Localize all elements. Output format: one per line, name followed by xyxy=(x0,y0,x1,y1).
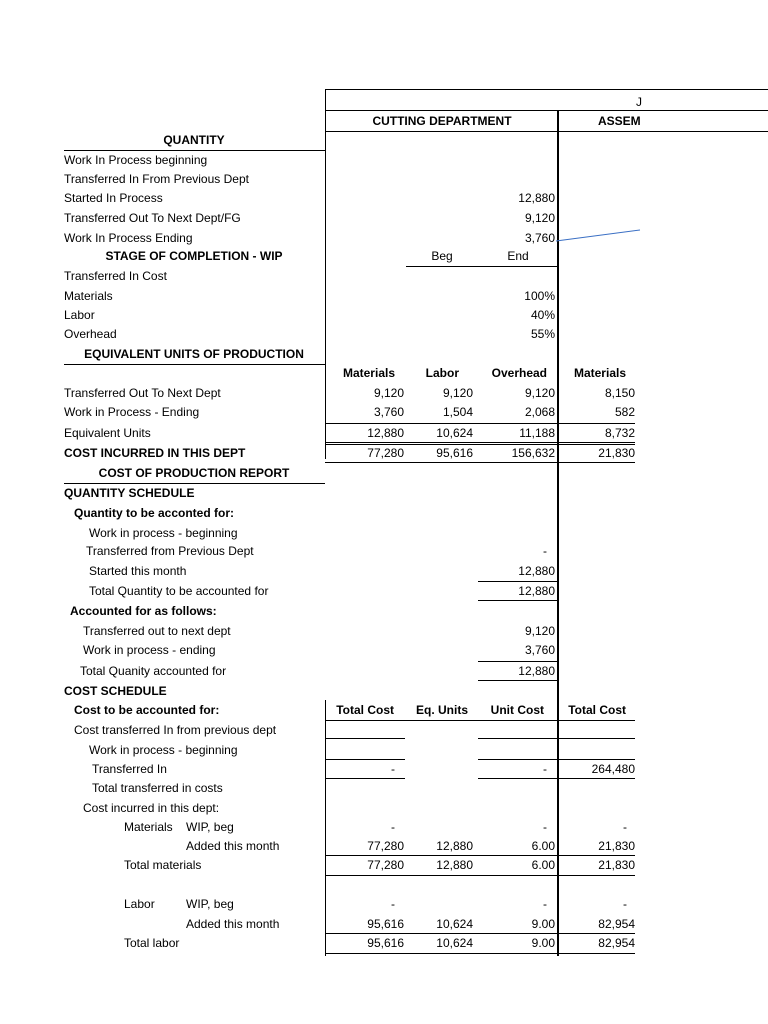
eup-header-labor: Labor xyxy=(425,366,459,380)
cs-mat-added-total: 77,280 xyxy=(367,839,404,853)
cs-header-total-cost-asm: Total Cost xyxy=(568,703,626,717)
eup-wip-end-lab: 1,504 xyxy=(442,405,473,419)
cs-mat-total-total: 77,280 xyxy=(367,858,404,872)
cs-lab-total-unit: 9.00 xyxy=(531,936,555,950)
eup-tfr-out-mat: 9,120 xyxy=(373,386,404,400)
cs-lab-added-unit: 9.00 xyxy=(531,917,555,931)
quantity-title: QUANTITY xyxy=(163,133,225,147)
cs-total-labor: Total labor xyxy=(124,936,180,950)
cs-lab-added-eq: 10,624 xyxy=(436,917,473,931)
eup-equiv-lab: 10,624 xyxy=(436,426,473,440)
cs-lab-total-asm: 82,954 xyxy=(598,936,635,950)
cost-schedule-title: COST SCHEDULE xyxy=(64,684,167,698)
qty-row-tfr-in: Transferred In From Previous Dept xyxy=(64,172,249,186)
eup-tfr-out-oh: 9,120 xyxy=(524,386,555,400)
stage-end-header: End xyxy=(507,249,529,263)
eup-underline xyxy=(64,364,325,365)
cs-tfr-in-unit: - xyxy=(543,762,547,776)
cost-incurred-underline xyxy=(325,462,635,463)
cs-lab-line-top xyxy=(325,933,635,934)
stage-materials-end: 100% xyxy=(524,289,555,303)
cs-total-materials: Total materials xyxy=(124,858,202,872)
stage-overhead-end: 55% xyxy=(530,327,555,341)
cs-lab-wip-total: - xyxy=(391,897,395,911)
cs-tfr-in-total: - xyxy=(391,762,395,776)
cs-lab-added-asm: 82,954 xyxy=(598,917,635,931)
stage-row-overhead: Overhead xyxy=(64,327,117,341)
cs-mat-wip-beg-label: WIP, beg xyxy=(186,820,234,834)
eup-equiv-oh: 11,188 xyxy=(519,426,555,440)
stage-labor-end: 40% xyxy=(530,308,555,322)
qs-total-line-top xyxy=(478,581,557,582)
stage-beg-header: Beg xyxy=(431,249,453,263)
eup-row-wip-end: Work in Process - Ending xyxy=(64,405,200,419)
cs-mat-added-unit: 6.00 xyxy=(531,839,555,853)
eup-header-overhead: Overhead xyxy=(491,366,547,380)
eup-row-equiv: Equivalent Units xyxy=(64,426,151,440)
eup-sum-line-top xyxy=(325,423,635,424)
qs-tfr-out-value: 9,120 xyxy=(524,624,555,638)
cs-ti-from: Cost transferred In from previous dept xyxy=(74,723,277,737)
eup-row-tfr-out: Transferred Out To Next Dept xyxy=(64,386,221,400)
cs-header-underline xyxy=(325,720,635,721)
cost-incurred-oh: 156,632 xyxy=(511,446,555,460)
dept-separator xyxy=(557,110,559,956)
eup-wip-end-oh: 2,068 xyxy=(524,405,555,419)
eup-sum-line-bottom-2 xyxy=(325,444,635,445)
cs-lab-total-total: 95,616 xyxy=(367,936,404,950)
header-bottom-border xyxy=(325,131,768,132)
quantity-underline xyxy=(64,150,325,151)
qs-tfr-prev: Transferred from Previous Dept xyxy=(86,544,254,558)
cs-tfr-in-asm: 264,480 xyxy=(591,762,635,776)
qs-tfr-out: Transferred out to next dept xyxy=(83,624,231,638)
cs-total-tfr: Total transferred in costs xyxy=(92,781,223,795)
qty-row-wip-end: Work In Process Ending xyxy=(64,231,193,245)
cs-mat-wip-unit: - xyxy=(543,820,547,834)
stage-row-materials: Materials xyxy=(64,289,113,303)
cs-header-total-cost: Total Cost xyxy=(336,703,394,717)
left-border-top xyxy=(325,89,326,459)
cs-wip-line-b xyxy=(478,759,635,760)
eup-equiv-mat: 12,880 xyxy=(367,426,404,440)
cost-incurred-lab: 95,616 xyxy=(436,446,473,460)
report-title: COST OF PRODUCTION REPORT xyxy=(98,466,290,480)
qty-wip-end-value: 3,760 xyxy=(524,231,555,245)
cs-mat-total-unit: 6.00 xyxy=(531,858,555,872)
cs-mat-line-top xyxy=(325,855,635,856)
cs-ti-line-a xyxy=(325,738,405,739)
cs-mat-added-asm: 21,830 xyxy=(598,839,635,853)
cost-incurred-label: COST INCURRED IN THIS DEPT xyxy=(64,446,246,460)
qs-total-q: Total Quantity to be accounted for xyxy=(89,584,269,598)
stage-title: STAGE OF COMPLETION - WIP xyxy=(105,249,283,263)
qs-total-q-value: 12,880 xyxy=(518,584,555,598)
cs-lab-wip-asm: - xyxy=(623,897,627,911)
cs-lab-added-total: 95,616 xyxy=(367,917,404,931)
qs-tfr-prev-value: - xyxy=(543,544,547,558)
qs-started-value: 12,880 xyxy=(518,564,555,578)
cs-wip-beg: Work in process - beginning xyxy=(89,743,238,757)
cost-incurred-asm: 21,830 xyxy=(598,446,635,460)
cs-lab-total-eq: 10,624 xyxy=(436,936,473,950)
qs-wip-beg: Work in process - beginning xyxy=(89,526,238,540)
cs-lab-added-label: Added this month xyxy=(186,917,280,931)
qty-row-started: Started In Process xyxy=(64,191,163,205)
qs-acc-line-top xyxy=(478,661,557,662)
cs-mat-total-eq: 12,880 xyxy=(436,858,473,872)
assembly-dept-title: ASSEM xyxy=(598,114,641,128)
cs-materials-label: Materials xyxy=(124,820,173,834)
eup-equiv-asm: 8,732 xyxy=(604,426,635,440)
qs-started: Started this month xyxy=(89,564,187,578)
qs-acc-line-bottom xyxy=(478,680,557,681)
cs-ti-line-b xyxy=(478,738,635,739)
eup-sum-line-bottom xyxy=(325,442,635,443)
qty-row-tfr-out: Transferred Out To Next Dept/FG xyxy=(64,211,241,225)
cutting-dept-title: CUTTING DEPARTMENT xyxy=(372,114,512,128)
qs-wip-end-value: 3,760 xyxy=(524,643,555,657)
stage-row-transferred: Transferred In Cost xyxy=(64,269,167,283)
cs-lab-line-bottom xyxy=(325,953,635,954)
qty-tfr-out-value: 9,120 xyxy=(524,211,555,225)
cs-mat-total-asm: 21,830 xyxy=(598,858,635,872)
header-top-border xyxy=(325,89,768,90)
qs-total-acc-value: 12,880 xyxy=(518,664,555,678)
qty-row-wip-beg: Work In Process beginning xyxy=(64,153,208,167)
eup-header-materials: Materials xyxy=(342,366,395,380)
eup-title: EQUIVALENT UNITS OF PRODUCTION xyxy=(84,347,304,361)
quantity-schedule-title: QUANTITY SCHEDULE xyxy=(64,486,195,500)
cs-header-unit-cost: Unit Cost xyxy=(490,703,544,717)
stage-underline xyxy=(406,266,557,267)
qs-total-acc: Total Quanity accounted for xyxy=(80,664,227,678)
qs-total-line-bottom xyxy=(478,600,557,601)
eup-wip-end-mat: 3,760 xyxy=(373,405,404,419)
report-underline xyxy=(64,483,325,484)
cs-tfr-in: Transferred In xyxy=(92,762,167,776)
cs-labor-label: Labor xyxy=(124,897,155,911)
cs-mat-wip-total: - xyxy=(391,820,395,834)
cs-lab-wip-beg-label: WIP, beg xyxy=(186,897,234,911)
eup-wip-end-asm: 582 xyxy=(614,405,635,419)
cs-incurred: Cost incurred in this dept: xyxy=(83,801,220,815)
eup-tfr-out-lab: 9,120 xyxy=(442,386,473,400)
header-mid-border xyxy=(325,110,768,111)
cs-lab-wip-unit: - xyxy=(543,897,547,911)
qs-wip-end: Work in process - ending xyxy=(83,643,216,657)
cs-tfr-line-a xyxy=(325,778,405,779)
accounted-as-follows: Accounted for as follows: xyxy=(70,604,217,618)
cs-mat-wip-asm: - xyxy=(623,820,627,834)
cs-header-eq-units: Eq. Units xyxy=(415,703,468,717)
cs-mat-added-label: Added this month xyxy=(186,839,280,853)
eup-header-materials-assembly: Materials xyxy=(573,366,626,380)
stage-row-labor: Labor xyxy=(64,308,95,322)
header-cut-text: J xyxy=(636,95,642,109)
cs-mat-line-bottom xyxy=(325,875,635,876)
cost-incurred-mat: 77,280 xyxy=(367,446,404,460)
qty-to-be-accounted: Quantity to be acconted for: xyxy=(74,506,235,520)
cs-tfr-line-b xyxy=(478,778,635,779)
qty-started-value: 12,880 xyxy=(518,191,555,205)
cs-mat-added-eq: 12,880 xyxy=(436,839,473,853)
cs-wip-line-a xyxy=(325,759,405,760)
eup-tfr-out-asm: 8,150 xyxy=(604,386,635,400)
cost-to-be-accounted: Cost to be accounted for: xyxy=(74,703,220,717)
